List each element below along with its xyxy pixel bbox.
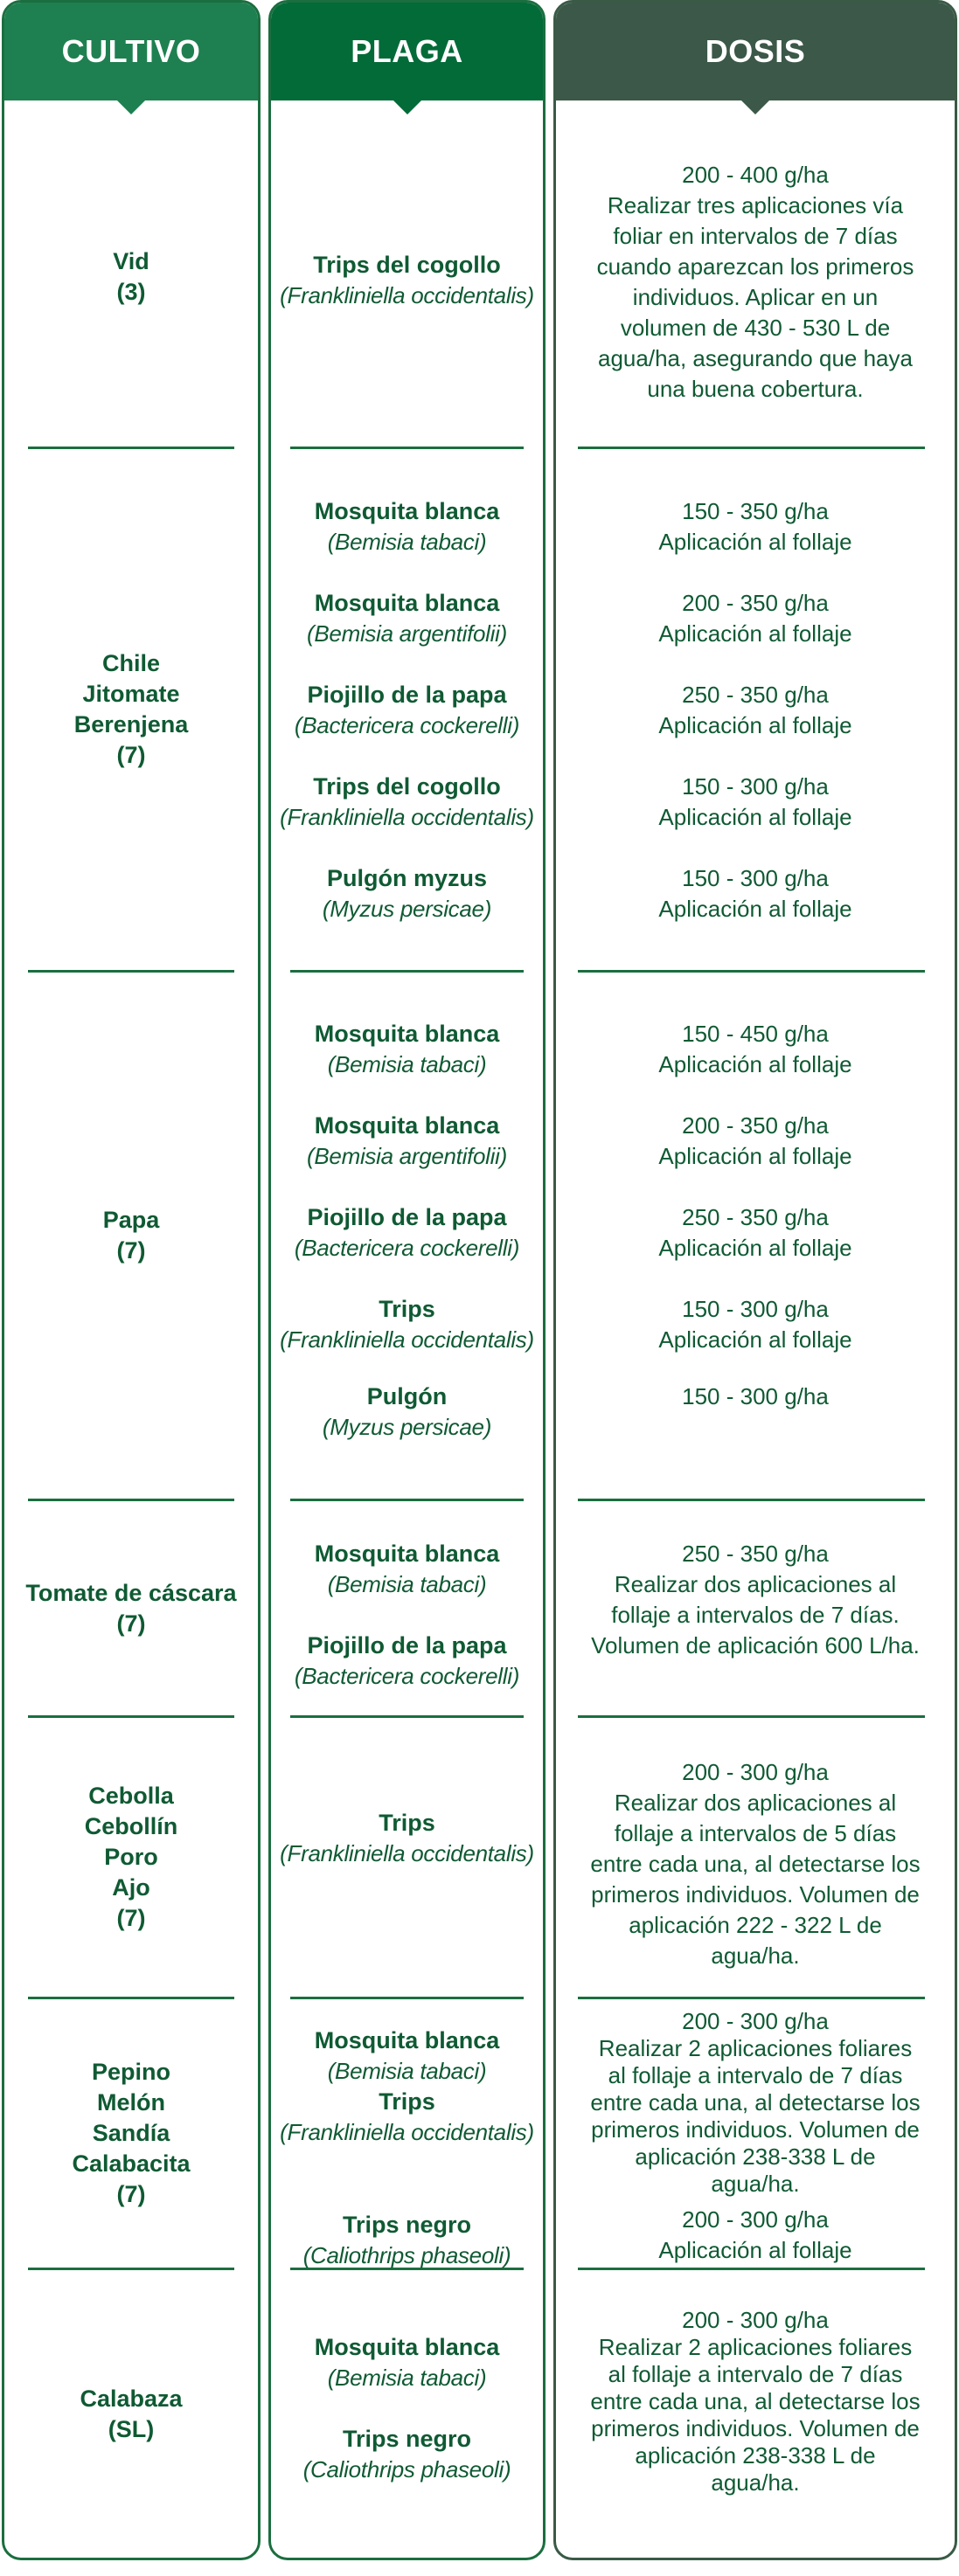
- pest-name: Trips del cogollo: [313, 773, 501, 800]
- pest-name: Piojillo de la papa: [307, 1204, 507, 1230]
- crop-name-line: Cebolla: [88, 1783, 174, 1809]
- crop-note: (3): [116, 279, 146, 305]
- row-divider: [290, 1499, 524, 1501]
- dose-entry: [556, 1539, 955, 1661]
- dose-line: Aplicación al follaje: [658, 712, 852, 738]
- pest-scientific-name: (Frankliniella occidentalis): [280, 804, 534, 830]
- dose-entry: [556, 1381, 955, 1412]
- pest-scientific-name: (Bemisia tabaci): [327, 1571, 487, 1597]
- pest-entry: [271, 2025, 543, 2087]
- crop-cell: [4, 449, 258, 970]
- dose-line: Volumen de aplicación 600 L/ha.: [591, 1632, 920, 1658]
- pest-name: Mosquita blanca: [314, 1541, 500, 1567]
- pest-scientific-name: (Bemisia tabaci): [327, 2365, 487, 2391]
- pest-scientific-name: (Caliothrips phaseoli): [302, 2456, 511, 2483]
- row-divider: [290, 1997, 524, 1999]
- dose-line: Aplicación al follaje: [658, 1326, 852, 1353]
- dose-line: agua/ha.: [711, 2171, 800, 2197]
- dose-line: individuos. Aplicar en un: [632, 284, 879, 310]
- pest-scientific-name: (Bemisia argentifolii): [307, 1143, 507, 1169]
- crop-name-line: Calabaza: [80, 2386, 183, 2412]
- dose-line: Aplicación al follaje: [658, 620, 852, 647]
- pest-entry: [271, 1019, 543, 1080]
- crop-name-line: Jitomate: [82, 681, 180, 707]
- pest-name: Trips: [379, 2088, 435, 2115]
- dose-line: 150 - 350 g/ha: [682, 498, 829, 524]
- dose-line: una buena cobertura.: [647, 376, 864, 402]
- pest-entry: [271, 496, 543, 557]
- crop-name-line: Vid: [113, 248, 149, 274]
- pest-scientific-name: (Frankliniella occidentalis): [280, 1840, 534, 1866]
- dose-line: primeros individuos. Volumen de: [591, 2116, 920, 2143]
- pest-name: Mosquita blanca: [314, 1112, 500, 1139]
- dose-line: Realizar dos aplicaciones al: [614, 1571, 897, 1597]
- dose-entry: [556, 863, 955, 924]
- pest-name: Trips: [379, 1810, 435, 1836]
- dose-line: agua/ha.: [711, 1942, 800, 1969]
- dose-line: entre cada una, al detectarse los: [590, 2388, 921, 2414]
- crop-name-line: Poro: [104, 1844, 158, 1870]
- dose-line: 200 - 300 g/ha: [682, 2206, 829, 2233]
- pest-entry: [271, 1294, 543, 1355]
- dose-entry: [556, 1019, 955, 1080]
- pest-entry: [271, 1381, 543, 1443]
- dose-line: al follaje a intervalo de 7 días: [608, 2062, 903, 2088]
- pest-entry: [271, 1202, 543, 1264]
- pest-entry: [271, 2424, 543, 2485]
- pest-name: Piojillo de la papa: [307, 682, 507, 708]
- dose-entry: [556, 1757, 955, 1971]
- pest-scientific-name: (Myzus persicae): [322, 896, 492, 922]
- crop-name-line: Melón: [97, 2089, 165, 2116]
- crop-note: (7): [116, 2181, 146, 2207]
- dose-line: Realizar 2 aplicaciones foliares: [598, 2035, 913, 2061]
- pest-name: Trips: [379, 1296, 435, 1322]
- dose-line: 200 - 300 g/ha: [682, 2008, 829, 2034]
- dose-line: aplicación 222 - 322 L de: [629, 1912, 882, 1938]
- pest-scientific-name: (Caliothrips phaseoli): [302, 2242, 511, 2268]
- dose-entry: [556, 1294, 955, 1355]
- pest-scientific-name: (Bactericera cockerelli): [294, 1663, 520, 1689]
- crop-cell: [4, 1718, 258, 1997]
- dose-line: agua/ha.: [711, 2469, 800, 2496]
- dose-line: al follaje a intervalo de 7 días: [608, 2361, 903, 2387]
- pest-name: Mosquita blanca: [314, 2334, 500, 2360]
- dose-line: primeros individuos. Volumen de: [591, 2415, 920, 2441]
- dose-line: volumen de 430 - 530 L de: [620, 315, 891, 341]
- crop-note: (7): [116, 1237, 146, 1264]
- pest-column: [268, 0, 546, 2560]
- dose-column-header: DOSIS: [556, 3, 955, 100]
- dose-line: cuando aparezcan los primeros: [596, 253, 914, 280]
- dose-line: Realizar 2 aplicaciones foliares: [598, 2334, 913, 2360]
- pest-name: Mosquita blanca: [314, 498, 500, 524]
- dose-line: 200 - 400 g/ha: [682, 162, 829, 188]
- dose-entry: [556, 588, 955, 649]
- dose-entry: [556, 2205, 955, 2266]
- crop-cell: [4, 1999, 258, 2268]
- dose-line: 250 - 350 g/ha: [682, 1204, 829, 1230]
- pest-entry: [271, 680, 543, 741]
- dose-entry: [556, 772, 955, 833]
- dose-line: 200 - 350 g/ha: [682, 1112, 829, 1139]
- dose-entry: [556, 1202, 955, 1264]
- pest-name: Trips negro: [342, 2426, 472, 2452]
- dose-line: Aplicación al follaje: [658, 529, 852, 555]
- pest-entry: [271, 1631, 543, 1692]
- crop-column: [2, 0, 261, 2560]
- row-divider: [290, 447, 524, 449]
- pest-name: Trips negro: [342, 2212, 472, 2238]
- dose-line: 150 - 450 g/ha: [682, 1021, 829, 1047]
- pest-entry: [271, 1111, 543, 1172]
- crop-name-line: Pepino: [91, 2059, 170, 2085]
- row-divider: [578, 1715, 925, 1718]
- dose-line: 150 - 300 g/ha: [682, 865, 829, 891]
- pest-name: Piojillo de la papa: [307, 1632, 507, 1658]
- dose-line: 150 - 300 g/ha: [682, 1296, 829, 1322]
- dose-line: 150 - 300 g/ha: [682, 1383, 829, 1409]
- dose-line: Realizar tres aplicaciones vía: [607, 192, 904, 218]
- pest-name: Mosquita blanca: [314, 2027, 500, 2053]
- dose-line: entre cada una, al detectarse los: [590, 2089, 921, 2116]
- pest-scientific-name: (Frankliniella occidentalis): [280, 282, 534, 308]
- row-divider: [578, 2268, 925, 2270]
- pest-scientific-name: (Bactericera cockerelli): [294, 1235, 520, 1261]
- dose-line: aplicación 238-338 L de: [635, 2442, 876, 2469]
- dose-line: Aplicación al follaje: [658, 1051, 852, 1077]
- dose-line: Aplicación al follaje: [658, 896, 852, 922]
- pest-scientific-name: (Bactericera cockerelli): [294, 712, 520, 738]
- pest-scientific-name: (Bemisia argentifolii): [307, 620, 507, 647]
- dose-line: entre cada una, al detectarse los: [590, 1851, 921, 1877]
- row-divider: [290, 970, 524, 973]
- dose-line: primeros individuos. Volumen de: [591, 1881, 920, 1908]
- row-divider: [578, 447, 925, 449]
- pest-entry: [271, 2332, 543, 2393]
- dose-column: [553, 0, 957, 2560]
- pest-entry: [271, 250, 543, 311]
- pest-name: Mosquita blanca: [314, 1021, 500, 1047]
- dose-line: agua/ha, asegurando que haya: [598, 345, 913, 371]
- dose-line: 200 - 300 g/ha: [682, 2307, 829, 2333]
- pest-name: Mosquita blanca: [314, 590, 500, 616]
- pest-entry: [271, 772, 543, 833]
- pest-name: Pulgón myzus: [326, 865, 487, 891]
- dose-entry: [556, 1111, 955, 1172]
- pest-entry: [271, 2210, 543, 2271]
- crop-name-line: Tomate de cáscara: [25, 1579, 237, 1606]
- dose-line: Aplicación al follaje: [658, 1143, 852, 1169]
- dose-line: foliar en intervalos de 7 días: [613, 223, 898, 249]
- crop-name-line: Chile: [101, 650, 160, 676]
- dose-entry: [556, 2008, 955, 2198]
- dose-line: 250 - 350 g/ha: [682, 682, 829, 708]
- dose-line: follaje a intervalos de 7 días.: [611, 1602, 900, 1628]
- crop-note: (SL): [108, 2416, 155, 2442]
- dose-line: follaje a intervalos de 5 días: [614, 1820, 897, 1846]
- dose-line: 150 - 300 g/ha: [682, 773, 829, 800]
- dose-line: Aplicación al follaje: [658, 1235, 852, 1261]
- pest-scientific-name: (Myzus persicae): [322, 1414, 492, 1440]
- crop-cell: [4, 2270, 258, 2559]
- crop-cell: [4, 107, 258, 447]
- dose-line: 200 - 300 g/ha: [682, 1759, 829, 1785]
- crop-name-line: Papa: [102, 1207, 160, 1233]
- crop-name-line: Cebollín: [84, 1813, 178, 1839]
- crop-column-header: CULTIVO: [4, 3, 258, 100]
- dose-entry: [556, 2307, 955, 2496]
- dose-line: Aplicación al follaje: [658, 2237, 852, 2263]
- crop-note: (7): [116, 1905, 146, 1931]
- pest-name: Pulgón: [366, 1383, 448, 1409]
- row-divider: [578, 970, 925, 973]
- crop-name-line: Sandía: [92, 2120, 170, 2146]
- pest-entry: [271, 2087, 543, 2148]
- pest-entry: [271, 863, 543, 924]
- crop-note: (7): [116, 1610, 146, 1637]
- row-divider: [578, 1499, 925, 1501]
- dose-line: aplicación 238-338 L de: [635, 2143, 876, 2170]
- dose-line: Realizar dos aplicaciones al: [614, 1790, 897, 1816]
- dose-line: Aplicación al follaje: [658, 804, 852, 830]
- pest-scientific-name: (Bemisia tabaci): [327, 2058, 487, 2084]
- pest-scientific-name: (Frankliniella occidentalis): [280, 1326, 534, 1353]
- crop-note: (7): [116, 742, 146, 768]
- pest-scientific-name: (Bemisia tabaci): [327, 1051, 487, 1077]
- row-divider: [290, 1715, 524, 1718]
- pest-entry: [271, 588, 543, 649]
- crop-name-line: Calabacita: [72, 2150, 191, 2177]
- pest-scientific-name: (Frankliniella occidentalis): [280, 2119, 534, 2145]
- dose-line: 200 - 350 g/ha: [682, 590, 829, 616]
- crop-name-line: Ajo: [112, 1874, 150, 1901]
- pest-column-header: PLAGA: [271, 3, 543, 100]
- row-divider: [578, 1997, 925, 1999]
- pest-entry: [271, 1808, 543, 1869]
- dose-line: 250 - 350 g/ha: [682, 1541, 829, 1567]
- pest-name: Trips del cogollo: [313, 252, 501, 278]
- crop-cell: [4, 1501, 258, 1715]
- pest-scientific-name: (Bemisia tabaci): [327, 529, 487, 555]
- dose-entry: [556, 160, 955, 405]
- pest-entry: [271, 1539, 543, 1600]
- crop-name-line: Berenjena: [73, 711, 189, 737]
- crop-cell: [4, 973, 258, 1499]
- dose-entry: [556, 680, 955, 741]
- dose-entry: [556, 496, 955, 557]
